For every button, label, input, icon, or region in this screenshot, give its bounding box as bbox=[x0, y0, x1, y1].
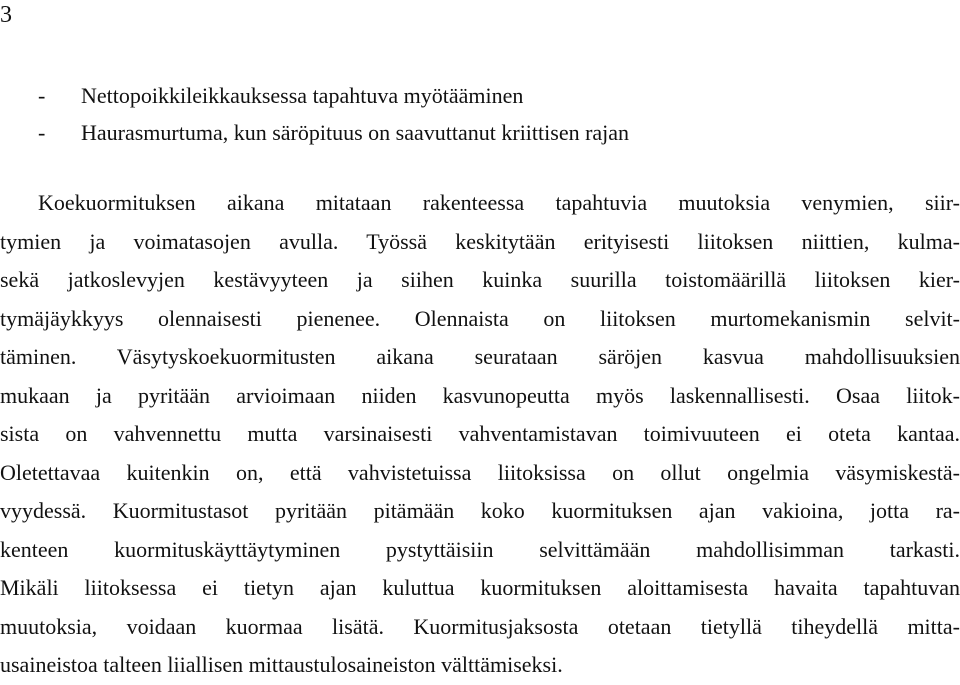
paragraph-line: muutoksia, voidaan kuormaa lisätä. Kuormitusjaksosta otetaan tietyllä tiheydellä mitta- bbox=[0, 613, 960, 639]
paragraph-line: Koekuormituksen aikana mitataan rakenteessa tapahtuvia muutoksia venymien, siir- bbox=[38, 190, 960, 215]
bullet-dash: - bbox=[38, 83, 46, 108]
bullet-text: Haurasmurtuma, kun säröpituus on saavuttanut kriittisen rajan bbox=[81, 120, 630, 145]
body-paragraph bbox=[0, 184, 960, 685]
bullet-list bbox=[38, 77, 918, 151]
paragraph-line: sekä jatkoslevyjen kestävyyteen ja siihen kuinka suurilla toistomäärillä liitoksen kier- bbox=[0, 267, 960, 292]
paragraph-line: Mikäli liitoksessa ei tietyn ajan kuluttua kuormituksen aloittamisesta havaita tapahtuvan bbox=[0, 575, 960, 600]
bullet-text: Nettopoikkileikkauksessa tapahtuva myötääminen bbox=[81, 83, 524, 108]
paragraph-line: sista on vahvennettu mutta varsinaisesti vahventamistavan toimivuuteen ei oteta kantaa. bbox=[0, 421, 960, 446]
bullet-dash: - bbox=[38, 120, 46, 145]
page-number: 3 bbox=[0, 2, 12, 28]
paragraph-line: vyydessä. Kuormitustasot pyritään pitämään koko kuormituksen ajan vakioina, jotta ra- bbox=[0, 498, 960, 523]
paragraph-line: tymien ja voimatasojen avulla. Työssä keskitytään erityisesti liitoksen niittien, kulma- bbox=[0, 228, 960, 254]
paragraph-line: usaineistoa talteen liiallisen mittaustulosaineiston välttämiseksi. bbox=[0, 652, 563, 677]
paragraph-line: täminen. Väsytyskoekuormitusten aikana seurataan säröjen kasvua mahdollisuuksien bbox=[0, 344, 960, 369]
paragraph-line: kenteen kuormituskäyttäytyminen pystyttäisiin selvittämään mahdollisimman tarkasti. bbox=[0, 536, 960, 562]
paragraph-line: Oletettavaa kuitenkin on, että vahvistetuissa liitoksissa on ollut ongelmia väsymiskestä- bbox=[0, 459, 960, 485]
list-item bbox=[38, 114, 918, 151]
paragraph-line: mukaan ja pyritään arvioimaan niiden kasvunopeutta myös laskennallisesti. Osaa liitok- bbox=[0, 382, 960, 408]
paragraph-line: tymäjäykkyys olennaisesti pienenee. Olennaista on liitoksen murtomekanismin selvit- bbox=[0, 305, 960, 331]
list-item bbox=[38, 77, 918, 114]
